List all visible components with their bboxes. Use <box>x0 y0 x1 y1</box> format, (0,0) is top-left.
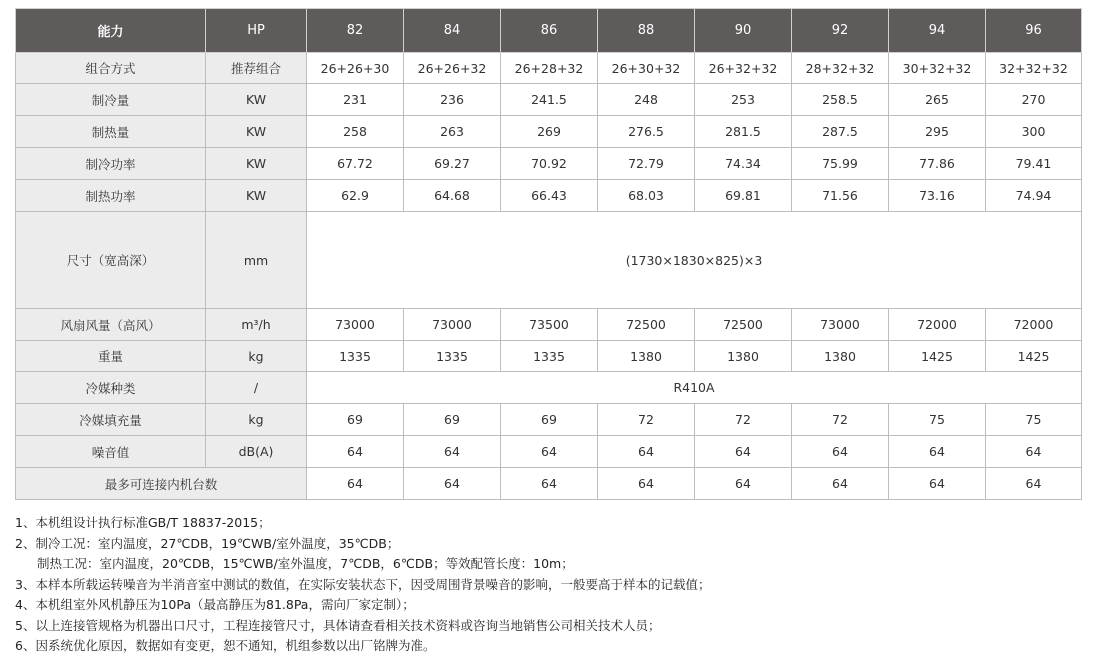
table-cell: 74.94 <box>986 180 1082 212</box>
row-unit: 推荐组合 <box>206 53 307 84</box>
table-cell: 64 <box>695 468 792 500</box>
table-row <box>16 309 1082 341</box>
table-cell: 64 <box>307 436 404 468</box>
table-cell: 1380 <box>792 341 889 372</box>
table-cell: 253 <box>695 84 792 116</box>
row-label: 制热量 <box>16 116 206 148</box>
table-cell: 64 <box>598 468 695 500</box>
table-cell: 269 <box>501 116 598 148</box>
table-cell: 62.9 <box>307 180 404 212</box>
row-label: 制热功率 <box>16 180 206 212</box>
table-cell: 64 <box>404 436 501 468</box>
row-label: 噪音值 <box>16 436 206 468</box>
note-line: 1、本机组设计执行标准GB/T 18837-2015； <box>15 515 271 530</box>
table-cell: 72 <box>598 404 695 436</box>
note-line: 4、本机组室外风机静压为10Pa（最高静压为81.8Pa，需向厂家定制）； <box>15 597 415 612</box>
table-cell: 281.5 <box>695 116 792 148</box>
table-cell: 75.99 <box>792 148 889 180</box>
table-cell: 69 <box>404 404 501 436</box>
table-cell: 72.79 <box>598 148 695 180</box>
table-cell: 64 <box>986 436 1082 468</box>
row-label: 制冷功率 <box>16 148 206 180</box>
table-cell: 248 <box>598 84 695 116</box>
table-cell: 69 <box>501 404 598 436</box>
table-cell: 1335 <box>404 341 501 372</box>
table-cell: 67.72 <box>307 148 404 180</box>
table-cell: 79.41 <box>986 148 1082 180</box>
table-cell: 69.27 <box>404 148 501 180</box>
note-line: 制热工况：室内温度，20℃DB，15℃WB/室外温度，7℃DB，6℃DB；等效配管长度：10m； <box>37 556 574 571</box>
row-label: 重量 <box>16 341 206 372</box>
table-cell: 26+26+32 <box>404 53 501 84</box>
merged-cell: R410A <box>307 372 1082 404</box>
table-row <box>16 404 1082 436</box>
row-unit: KW <box>206 180 307 212</box>
table-cell: 73500 <box>501 309 598 341</box>
table-cell: 265 <box>889 84 986 116</box>
model-header: 96 <box>986 9 1082 53</box>
model-header: 90 <box>695 9 792 53</box>
table-cell: 1380 <box>695 341 792 372</box>
table-cell: 74.34 <box>695 148 792 180</box>
table-cell: 68.03 <box>598 180 695 212</box>
note-line: 5、以上连接管规格为机器出口尺寸，工程连接管尺寸，具体请查看相关技术资料或咨询当地销售公司相关技术人员； <box>15 617 661 633</box>
table-row <box>16 116 1082 148</box>
notes-section <box>15 513 1081 657</box>
table-cell: 73000 <box>792 309 889 341</box>
row-label: 组合方式 <box>16 53 206 84</box>
table-cell: 1335 <box>501 341 598 372</box>
row-label: 最多可连接内机台数 <box>16 468 307 500</box>
table-cell: 70.92 <box>501 148 598 180</box>
table-cell: 64 <box>792 468 889 500</box>
note-line: 6、因系统优化原因，数据如有变更，恕不通知，机组参数以出厂铭牌为准。 <box>15 638 436 653</box>
row-unit: kg <box>206 341 307 372</box>
table-cell: 26+32+32 <box>695 53 792 84</box>
row-label: 制冷量 <box>16 84 206 116</box>
table-cell: 258 <box>307 116 404 148</box>
table-cell: 71.56 <box>792 180 889 212</box>
table-cell: 73000 <box>307 309 404 341</box>
table-cell: 276.5 <box>598 116 695 148</box>
table-cell: 287.5 <box>792 116 889 148</box>
merged-cell: (1730×1830×825)×3 <box>307 212 1082 309</box>
table-cell: 73.16 <box>889 180 986 212</box>
row-label: 风扇风量（高风） <box>16 309 206 341</box>
table-row <box>16 372 1082 404</box>
row-unit: m³/h <box>206 309 307 341</box>
table-cell: 72000 <box>889 309 986 341</box>
table-cell: 26+30+32 <box>598 53 695 84</box>
row-unit: KW <box>206 116 307 148</box>
table-cell: 72000 <box>986 309 1082 341</box>
table-cell: 263 <box>404 116 501 148</box>
table-cell: 77.86 <box>889 148 986 180</box>
table-cell: 270 <box>986 84 1082 116</box>
row-label: 冷媒填充量 <box>16 404 206 436</box>
row-unit: KW <box>206 84 307 116</box>
table-row <box>16 84 1082 116</box>
table-cell: 64 <box>307 468 404 500</box>
table-cell: 258.5 <box>792 84 889 116</box>
table-cell: 64 <box>695 436 792 468</box>
table-cell: 75 <box>889 404 986 436</box>
table-row <box>16 53 1082 84</box>
table-row <box>16 148 1082 180</box>
table-cell: 64 <box>986 468 1082 500</box>
spec-table <box>15 8 1082 500</box>
row-unit: mm <box>206 212 307 309</box>
table-cell: 231 <box>307 84 404 116</box>
model-header: 88 <box>598 9 695 53</box>
table-cell: 30+32+32 <box>889 53 986 84</box>
table-cell: 75 <box>986 404 1082 436</box>
table-cell: 64 <box>501 468 598 500</box>
table-row <box>16 212 1082 309</box>
table-cell: 1425 <box>889 341 986 372</box>
table-cell: 64 <box>889 436 986 468</box>
model-header: 84 <box>404 9 501 53</box>
model-header: 82 <box>307 9 404 53</box>
table-cell: 26+28+32 <box>501 53 598 84</box>
table-row <box>16 436 1082 468</box>
table-cell: 72500 <box>598 309 695 341</box>
table-cell: 64.68 <box>404 180 501 212</box>
table-cell: 64 <box>501 436 598 468</box>
table-cell: 72 <box>792 404 889 436</box>
row-unit: dB(A) <box>206 436 307 468</box>
table-cell: 26+26+30 <box>307 53 404 84</box>
table-row <box>16 468 1082 500</box>
table-cell: 300 <box>986 116 1082 148</box>
model-header: 92 <box>792 9 889 53</box>
table-cell: 1425 <box>986 341 1082 372</box>
table-cell: 28+32+32 <box>792 53 889 84</box>
table-cell: 73000 <box>404 309 501 341</box>
note-line: 3、本样本所载运转噪音为半消音室中测试的数值，在实际安装状态下，因受周围背景噪音的影响，一般要高于样本的记载值； <box>15 576 711 592</box>
header-row <box>16 9 1082 53</box>
model-header: 94 <box>889 9 986 53</box>
table-cell: 64 <box>792 436 889 468</box>
table-cell: 69.81 <box>695 180 792 212</box>
table-cell: 241.5 <box>501 84 598 116</box>
table-cell: 1335 <box>307 341 404 372</box>
table-cell: 236 <box>404 84 501 116</box>
table-cell: 72 <box>695 404 792 436</box>
table-cell: 32+32+32 <box>986 53 1082 84</box>
row-label: 冷媒种类 <box>16 372 206 404</box>
model-header: 86 <box>501 9 598 53</box>
row-unit: / <box>206 372 307 404</box>
row-unit: kg <box>206 404 307 436</box>
row-unit: KW <box>206 148 307 180</box>
table-cell: 72500 <box>695 309 792 341</box>
table-cell: 295 <box>889 116 986 148</box>
table-cell: 64 <box>598 436 695 468</box>
header-label: 能力 <box>16 9 206 53</box>
row-label: 尺寸（宽高深） <box>16 212 206 309</box>
header-unit: HP <box>206 9 307 53</box>
table-cell: 66.43 <box>501 180 598 212</box>
table-cell: 64 <box>889 468 986 500</box>
table-cell: 1380 <box>598 341 695 372</box>
table-row <box>16 341 1082 372</box>
table-row <box>16 180 1082 212</box>
table-cell: 64 <box>404 468 501 500</box>
note-line: 2、制冷工况：室内温度，27℃DB，19℃WB/室外温度，35℃DB； <box>15 535 400 551</box>
table-cell: 69 <box>307 404 404 436</box>
